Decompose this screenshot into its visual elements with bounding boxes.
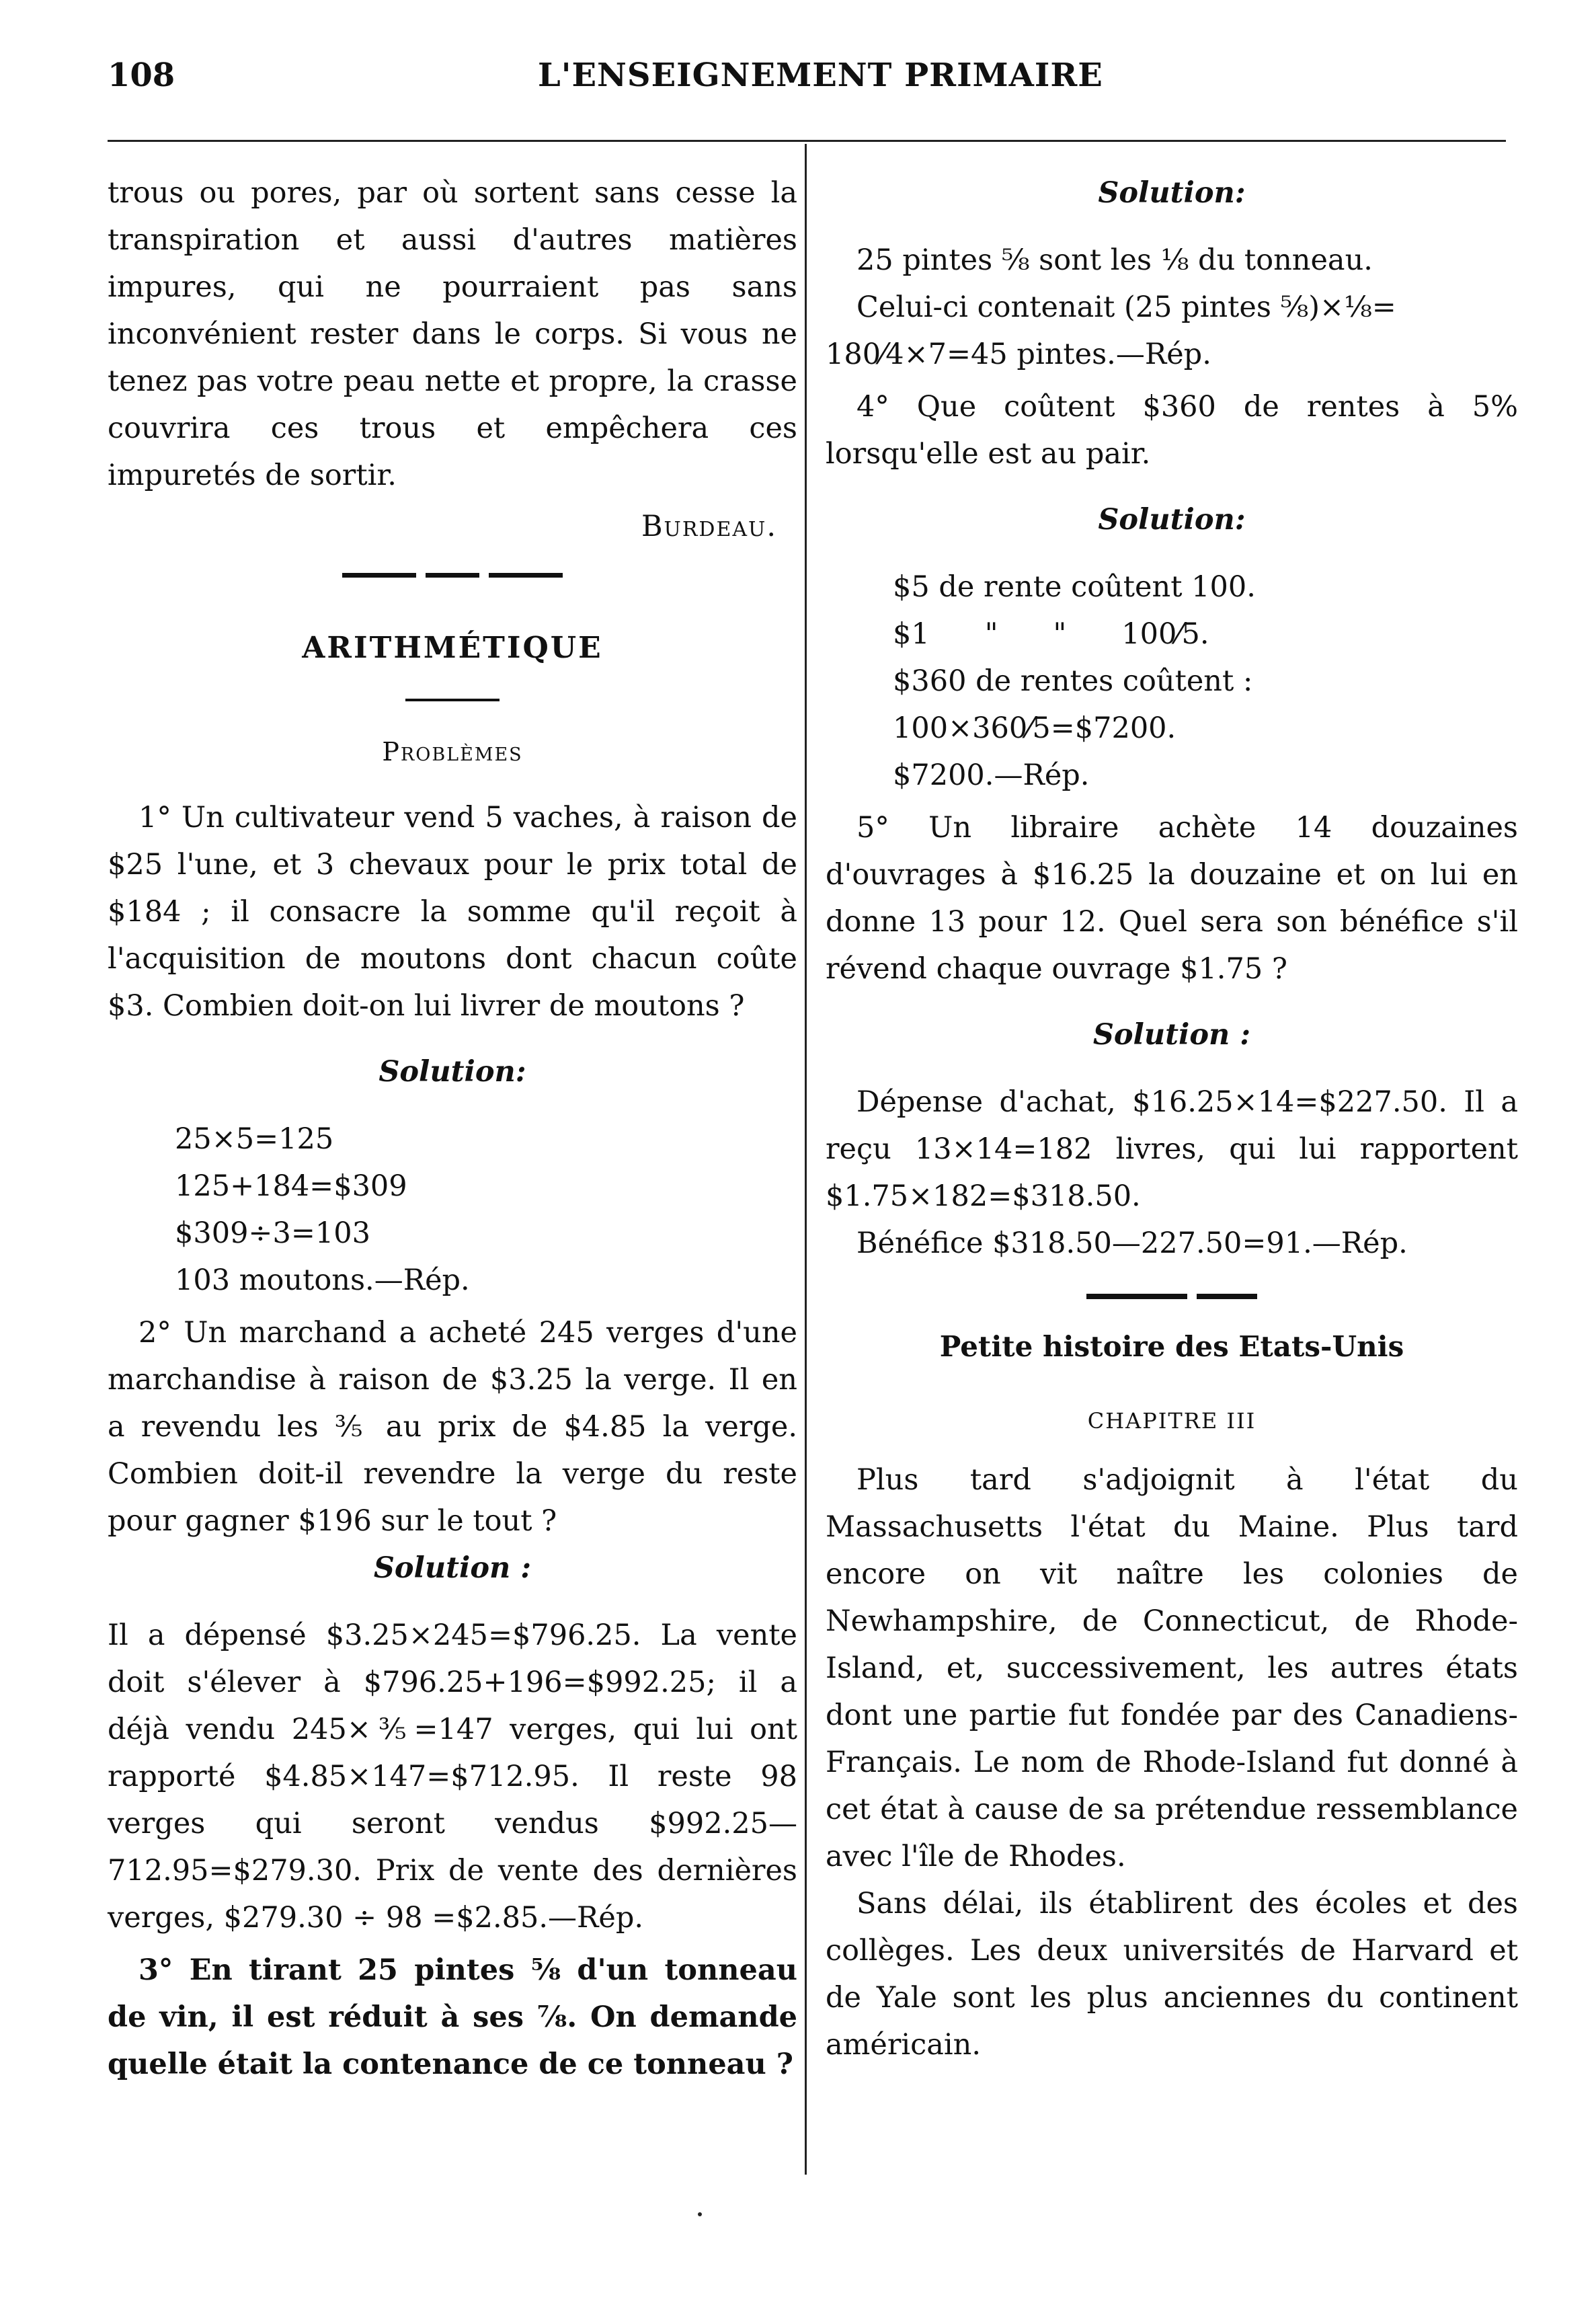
ornament-divider — [108, 573, 797, 578]
solution-2: Il a dépensé $3.25×245=$796.25. La vente doit s'élever à $796.25+196=$992.25; il a déjà vendu 245×⅗=147 verges, qui lui ont rapporté $4.85×147=$712.95. Il reste 98 verges qui seront vendus $992.25—712.95=$279.30. Prix de vente des dernières verges, $279.30 ÷ 98 =$2.85.—Rép. — [108, 1619, 797, 1935]
calc-line: $7200.—Rép. — [893, 758, 1090, 792]
history-title: Petite histoire des Etats-Unis — [939, 1330, 1404, 1363]
problem-5: 5° Un libraire achète 14 douzaines d'ouvrages à $16.25 la douzaine et on lui en donne 13 pour 12. Quel sera son bénéfice s'il révend chaque ouvrage $1.75 ? — [826, 811, 1518, 986]
problem-3: 3° En tirant 25 pintes ⅝ d'un tonneau de vin, il est réduit à ses ⅞. On demande quelle était la contenance de ce tonneau ? — [108, 1953, 797, 2081]
solution-4-lines — [893, 563, 1518, 799]
section-title: ARITHMÉTIQUE — [302, 631, 603, 665]
solution-3-line: 25 pintes ⅝ sont les ⅛ du tonneau. — [856, 243, 1373, 277]
column-divider — [805, 144, 807, 2175]
calc-line: $1 " " 100⁄5. — [893, 617, 1209, 651]
opening-paragraph: trous ou pores, par où sortent sans cesse la transpiration et aussi d'autres matières impures, qui ne pourraient pas sans inconvénient rester dans le corps. Si vous ne tenez pas votre peau nette et propre, la crasse couvrira ces trous et empêchera ces impuretés de sortir. — [108, 176, 797, 492]
ornament-divider — [826, 1294, 1518, 1299]
calc-line: 125+184=$309 — [175, 1169, 407, 1203]
solution-label: Solution : — [1092, 1018, 1251, 1052]
calc-line: $5 de rente coûtent 100. — [893, 570, 1256, 604]
problems-title: Problèmes — [382, 737, 523, 767]
running-head — [108, 56, 1479, 117]
history-paragraph: Sans délai, ils établirent des écoles et des collèges. Les deux universités de Harvard et de Yale sont les plus anciennes du continent américain. — [826, 1887, 1518, 2062]
solution-5: Dépense d'achat, $16.25×14=$227.50. Il a reçu 13×14=182 livres, qui lui rapportent $1.75×182=$318.50. — [826, 1085, 1518, 1213]
short-rule — [405, 699, 500, 701]
header-rule — [108, 140, 1506, 142]
print-speck — [698, 2212, 702, 2216]
solution-1-lines — [108, 1116, 797, 1304]
calc-line: 103 moutons.—Rép. — [175, 1263, 470, 1297]
problem-1: 1° Un cultivateur vend 5 vaches, à raison de $25 l'une, et 3 chevaux pour le prix total de $184 ; il consacre la somme qu'il reçoit à l'acquisition de moutons dont chacun coûte $3. Combien doit-on lui livrer de moutons ? — [108, 801, 797, 1023]
signature: Burdeau. — [641, 510, 777, 543]
calc-line: 100×360⁄5=$7200. — [893, 711, 1176, 745]
problem-2: 2° Un marchand a acheté 245 verges d'une marchandise à raison de $3.25 la verge. Il en a revendu les ⅗ au prix de $4.85 la verge. Combien doit-il revendre la verge du reste pour gagner $196 sur le tout ? — [108, 1316, 797, 1538]
solution-3-line: 180⁄4×7=45 pintes.—Rép. — [826, 338, 1211, 371]
left-column — [108, 169, 797, 2088]
history-paragraph: Plus tard s'adjoignit à l'état du Massachusetts l'état du Maine. Plus tard encore on vit naître les colonies de Newhampshire, de Connecticut, de Rhode-Island, et, successivement, les autres états dont une partie fut fondée par des Canadiens-Français. Le nom de Rhode-Island fut donné à cet état à cause de sa prétendue ressemblance avec l'île de Rhodes. — [826, 1463, 1518, 1873]
solution-label: Solution: — [1098, 176, 1246, 210]
page-number: 108 — [108, 56, 175, 94]
calc-line: $360 de rentes coûtent : — [893, 664, 1253, 698]
solution-label: Solution : — [373, 1551, 532, 1585]
right-column — [826, 169, 1518, 2068]
solution-5-result: Bénéfice $318.50—227.50=91.—Rép. — [856, 1227, 1408, 1260]
solution-label: Solution: — [378, 1055, 526, 1089]
calc-line: 25×5=125 — [175, 1122, 334, 1156]
problem-4: 4° Que coûtent $360 de rentes à 5% lorsqu'elle est au pair. — [826, 390, 1518, 471]
solution-3-line: Celui-ci contenait (25 pintes ⅝)×⅛= — [856, 290, 1396, 324]
running-title: L'ENSEIGNEMENT PRIMAIRE — [538, 56, 1103, 94]
chapter-title: CHAPITRE III — [1087, 1408, 1256, 1434]
calc-line: $309÷3=103 — [175, 1216, 370, 1250]
solution-label: Solution: — [1098, 503, 1246, 537]
